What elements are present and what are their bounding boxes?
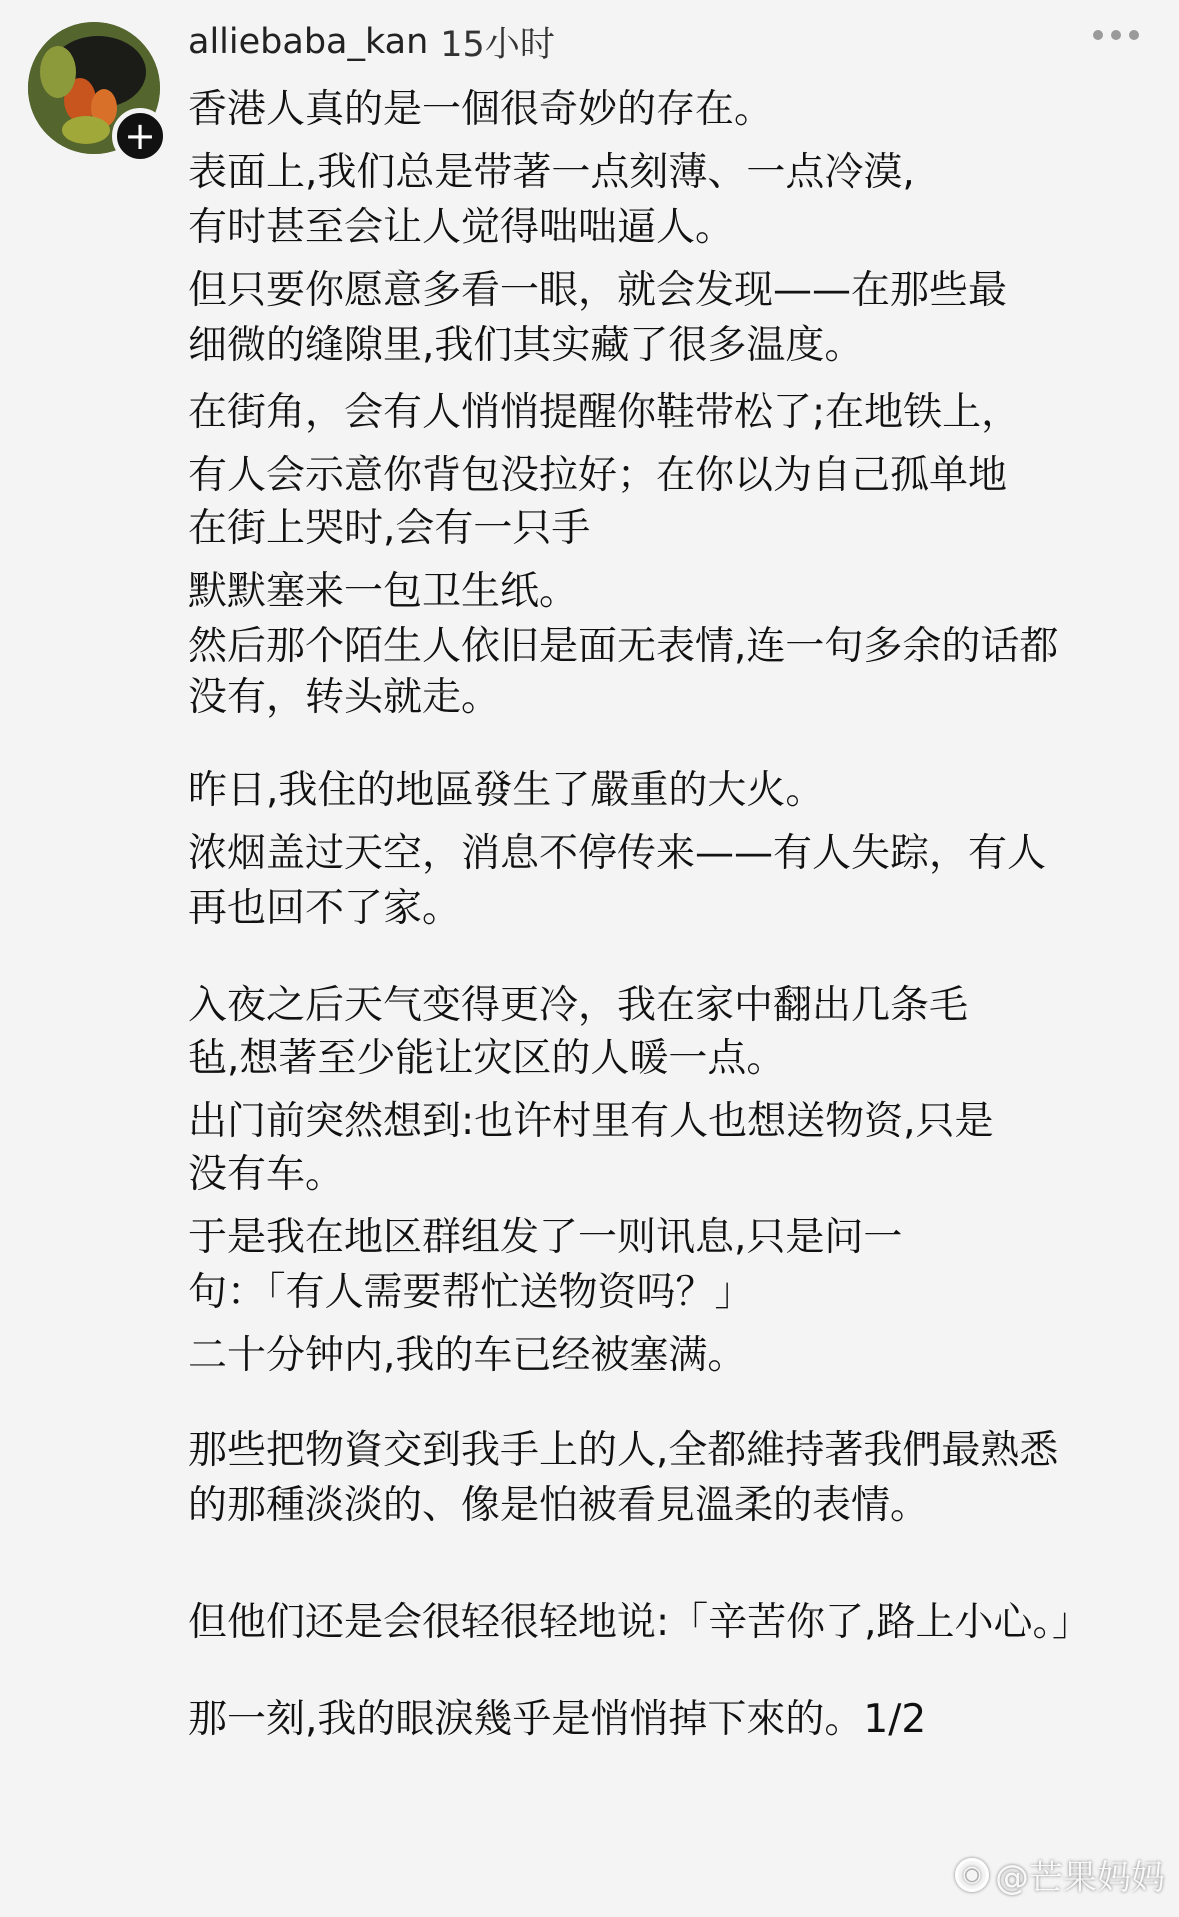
dot [1129,30,1139,40]
weibo-icon: ◉ [955,1858,989,1892]
more-dots-icon[interactable] [1093,30,1139,40]
post-line: 香港人真的是一個很奇妙的存在。 [188,87,774,132]
post-line: 二十分钟内,我的车已经被塞满。 [188,1333,747,1378]
post-line: 在街上哭时,会有一只手 [188,506,591,551]
username[interactable]: alliebaba_kan [188,22,429,62]
post-line: 句：「有人需要帮忙送物资吗？」 [188,1270,754,1315]
post-line: 于是我在地区群组发了一则讯息,只是问一 [188,1215,903,1260]
post-line: 没有车。 [188,1152,345,1197]
post-line: 那一刻,我的眼淚幾乎是悄悄掉下來的。1/2 [188,1697,927,1742]
post-line: 然后那个陌生人依旧是面无表情,连一句多余的话都 [188,624,1059,669]
post-line: 那些把物資交到我手上的人,全都維持著我們最熟悉 [188,1428,1059,1473]
post-header [188,14,555,70]
post-line: 在街角，会有人悄悄提醒你鞋带松了;在地铁上， [188,390,1021,435]
post-line: 的那種淡淡的、像是怕被看見溫柔的表情。 [188,1483,930,1528]
post-line: 浓烟盖过天空，消息不停传来——有人失踪，有人 [188,831,1047,876]
post-line: 默默塞来一包卫生纸。 [188,569,579,614]
post-line: 出门前突然想到:也许村里有人也想送物资,只是 [188,1099,994,1144]
post-time: 15小时 [440,25,555,65]
post-line: 有时甚至会让人觉得咄咄逼人。 [188,205,735,250]
post-line: 昨日,我住的地區發生了嚴重的大火。 [188,768,825,813]
post-line: 表面上,我们总是带著一点刻薄、一点冷漠, [188,150,915,195]
post-line: 没有，转头就走。 [188,675,501,720]
post-line: 再也回不了家。 [188,886,462,931]
follow-plus-icon[interactable]: + [112,108,168,164]
post-line: 入夜之后天气变得更冷，我在家中翻出几条毛 [188,983,969,1028]
dot [1111,30,1121,40]
avatar-container[interactable] [28,22,168,162]
post-body [188,78,1133,1751]
post-line: 但只要你愿意多看一眼，就会发现——在那些最 [188,268,1008,313]
watermark-text: @芒果妈妈 [995,1858,1165,1898]
dot [1093,30,1103,40]
post-line: 细微的缝隙里,我们其实藏了很多温度。 [188,323,864,368]
watermark [955,1850,1165,1899]
post-line: 但他们还是会很轻很轻地说:「辛苦你了,路上小心。」 [188,1600,1092,1645]
post-line: 有人会示意你背包没拉好；在你以为自己孤单地 [188,453,1008,498]
post-line: 毡,想著至少能让灾区的人暖一点。 [188,1036,786,1081]
